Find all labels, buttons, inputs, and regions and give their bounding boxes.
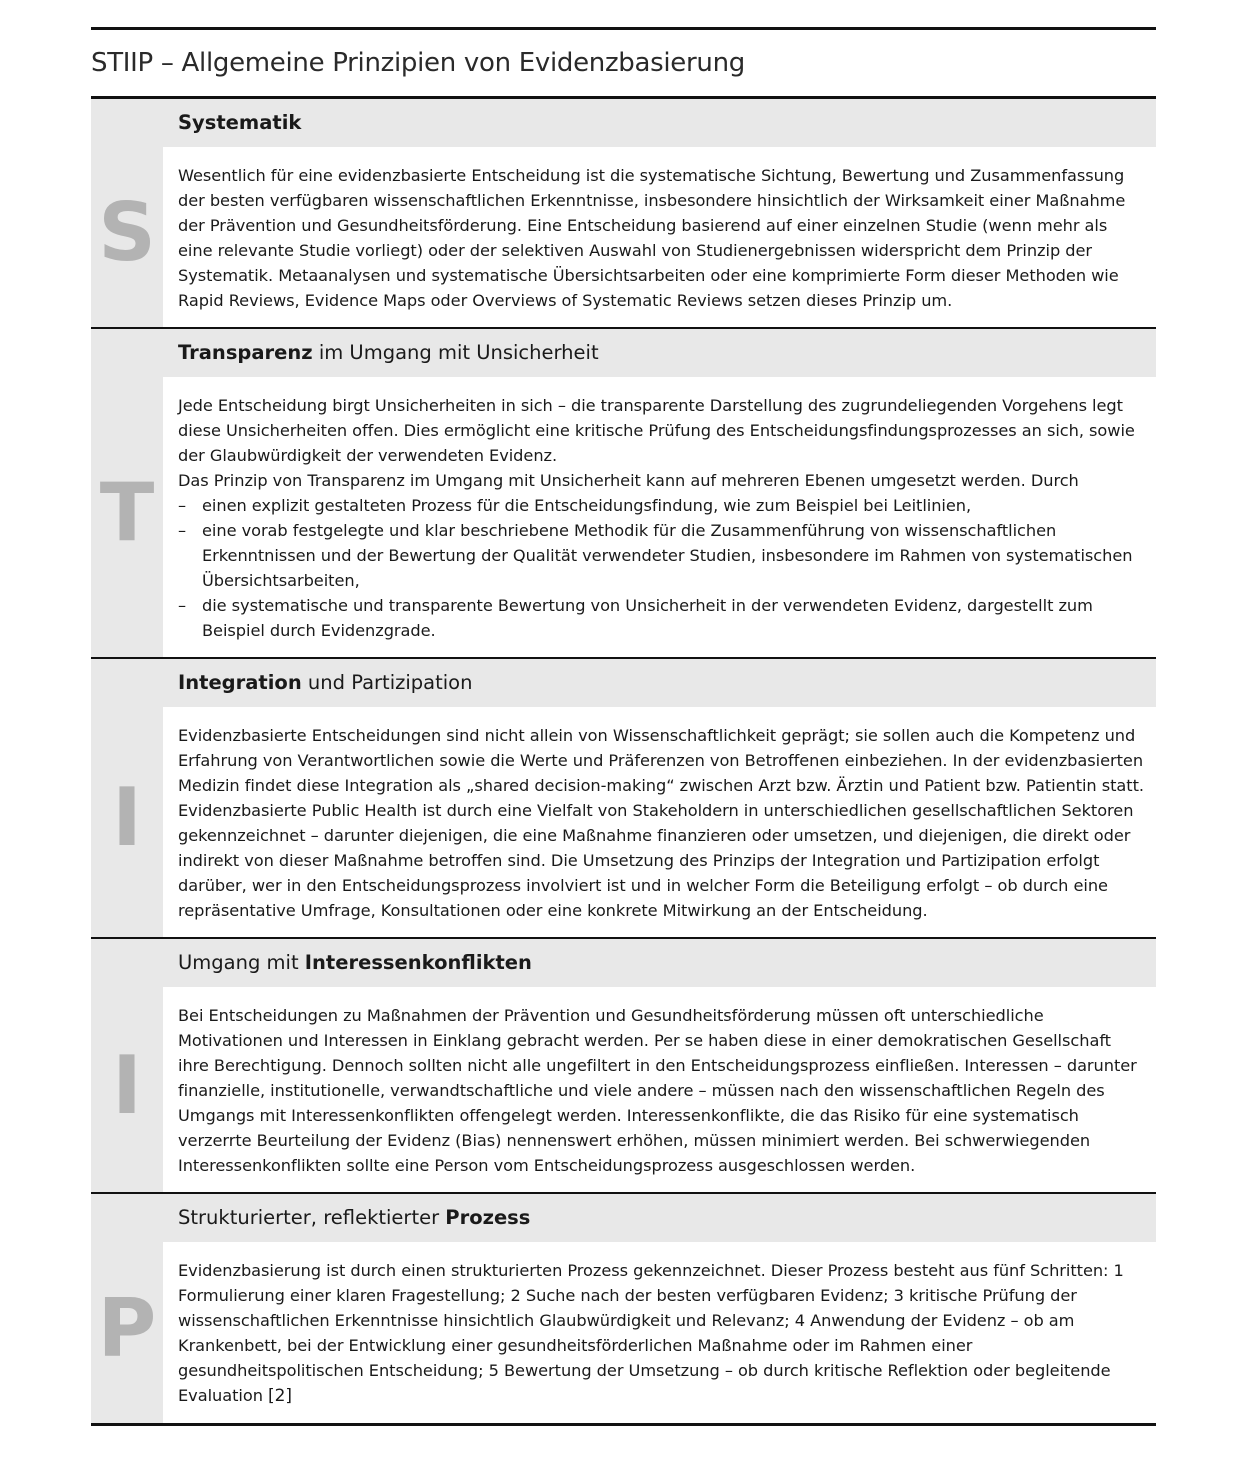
paragraph: Evidenzbasierte Entscheidungen sind nicht allein von Wissenschaftlichkeit geprägt; sie sollen auch die Kompetenz und Erfahrung von Verantwortlichen sowie die Werte und Präferenzen von Betroffenen einbeziehen. In der evidenzbasierten Medizin findet diese Integration als „shared decision-making“ zwischen Arzt bzw. Ärztin und Patient bzw. Patientin statt. Evidenzbasierte Public Health ist durch eine Vielfalt von Stakeholdern in unterschiedlichen gesellschaftlichen Sektoren gekennzeichnet – darunter diejenigen, die eine Maßnahme finanzieren oder umsetzen, und diejenigen, die direkt oder indirekt von dieser Maßnahme betroffen sind. Die Umsetzung des Prinzips der Integration und Partizipation erfolgt darüber, wer in den Entscheidungsprozess involviert ist und in welcher Form die Beteiligung erfolgt – ob durch eine repräsentative Umfrage, Konsultationen oder eine konkrete Mitwirkung an der Entscheidung.: [178, 726, 1144, 920]
section-content: [163, 939, 1156, 1192]
heading-pre: Strukturierter, reflektierter: [178, 1206, 446, 1229]
section-content: [163, 1194, 1156, 1423]
section-heading: [163, 1194, 1156, 1242]
heading-bold: Prozess: [445, 1206, 531, 1229]
section-body: [163, 377, 1156, 657]
section-content: [163, 99, 1156, 327]
section-letter: P: [97, 1281, 157, 1375]
paragraph: Wesentlich für eine evidenzbasierte Entscheidung ist die systematische Sichtung, Bewertung und Zusammenfassung der besten verfügbaren wissenschaftlichen Erkenntnisse, insbesondere hinsichtlich der Wirksamkeit einer Maßnahme der Prävention und Gesundheitsförderung. Eine Entscheidung basierend auf einer einzelnen Studie (wenn mehr als eine relevante Studie vorliegt) oder der selektiven Auswahl von Studienergebnissen widerspricht dem Prinzip der Systematik. Metaanalysen und systematische Übersichtsarbeiten oder eine komprimierte Form dieser Methoden wie Rapid Reviews, Evidence Maps oder Overviews of Systematic Reviews setzen dieses Prinzip um.: [178, 166, 1126, 310]
paragraph: Jede Entscheidung birgt Unsicherheiten in sich – die transparente Darstellung des zugrundeliegenden Vorgehens legt diese Unsicherheiten offen. Dies ermöglicht eine kritische Prüfung des Entscheidungsfindungsprozesses an sich, sowie der Glaubwürdigkeit der verwendeten Evidenz.: [178, 396, 1135, 465]
section-prozess: [91, 1194, 1156, 1426]
heading-rest: im Umgang mit Unsicherheit: [312, 341, 599, 364]
section-letter: I: [112, 1038, 142, 1132]
section-transparenz: [91, 329, 1156, 659]
paragraph: Bei Entscheidungen zu Maßnahmen der Prävention und Gesundheitsförderung müssen oft unterschiedliche Motivationen und Interessen in Einklang gebracht werden. Per se haben diese in einer demokratischen Gesellschaft ihre Berechtigung. Dennoch sollten nicht alle ungefiltert in den Entscheidungsprozess einfließen. Interessen – darunter finanzielle, institutionelle, verwandtschaftliche und viele andere – müssen nach den wissenschaftlichen Regeln des Umgangs mit Interessenkonflikten offengelegt werden. Interessenkonflikte, die das Risiko für eine systematisch verzerrte Beurteilung der Evidenz (Bias) nennenswert erhöhen, müssen minimiert werden. Bei schwerwiegenden Interessenkonflikten sollte eine Person vom Entscheidungsprozess ausgeschlossen werden.: [178, 1006, 1137, 1175]
heading-bold: Integration: [178, 671, 302, 694]
paragraph: Das Prinzip von Transparenz im Umgang mit Unsicherheit kann auf mehreren Ebenen umgesetzt werden. Durch: [178, 471, 1079, 490]
list-item: – eine vorab festgelegte und klar beschriebene Methodik für die Zusammenführung von wissenschaftlichen Erkenntnissen und der Bewertung der Qualität verwendeter Studien, insbesondere im Rahmen von systematischen Übersichtsarbeiten,: [178, 518, 1146, 593]
section-letter: T: [99, 466, 155, 559]
paragraph-text: Evidenzbasierung ist durch einen strukturierten Prozess gekennzeichnet. Dieser Prozess besteht aus fünf Schritten: 1 Formulierung einer klaren Fragestellung; 2 Suche nach der besten verfügbaren Evidenz; 3 kritische Prüfung der wissenschaftlichen Erkenntnisse hinsichtlich Glaubwürdigkeit und Relevanz; 4 Anwendung der Evidenz – ob am Krankenbett, bei der Entwicklung einer gesundheitsförderlichen Maßnahme oder im Rahmen einer gesundheitspolitischen Entscheidung; 5 Bewertung der Umsetzung – ob durch kritische Reflektion oder begleitende Evaluation: [178, 1261, 1124, 1405]
list-item: – einen explizit gestalteten Prozess für die Entscheidungsfindung, wie zum Beispiel bei Leitlinien,: [178, 493, 1146, 518]
letter-column: [91, 329, 163, 657]
section-systematik: [91, 99, 1156, 329]
document-page: [91, 27, 1156, 1426]
section-body: [163, 1242, 1156, 1423]
section-letter: I: [112, 771, 142, 864]
list-item: – die systematische und transparente Bewertung von Unsicherheit in der verwendeten Evidenz, dargestellt zum Beispiel durch Evidenzgrade.: [178, 593, 1146, 643]
section-heading: [163, 99, 1156, 147]
section-interessenkonflikte: [91, 939, 1156, 1194]
section-heading: [163, 659, 1156, 707]
paragraph: [178, 1258, 1146, 1409]
heading-pre: Umgang mit: [178, 951, 305, 974]
section-body: [163, 987, 1156, 1192]
section-content: [163, 329, 1156, 657]
section-body: [163, 707, 1156, 937]
section-content: [163, 659, 1156, 937]
heading-bold: Interessenkonflikten: [304, 951, 532, 974]
letter-column: [91, 659, 163, 937]
bullet-list: [178, 493, 1146, 643]
principles-table: [91, 96, 1156, 1426]
section-body: [163, 147, 1156, 327]
section-heading: [163, 329, 1156, 377]
heading-bold: Transparenz: [178, 341, 313, 364]
heading-bold: Systematik: [178, 111, 302, 134]
section-heading: [163, 939, 1156, 987]
letter-column: [91, 1194, 163, 1423]
letter-column: [91, 99, 163, 327]
document-title: STIIP – Allgemeine Prinzipien von Evidenzbasierung: [91, 48, 745, 78]
letter-column: [91, 939, 163, 1192]
heading-rest: und Partizipation: [301, 671, 473, 694]
reference: [2]: [268, 1386, 292, 1406]
section-letter: S: [98, 186, 156, 279]
section-integration: [91, 659, 1156, 939]
